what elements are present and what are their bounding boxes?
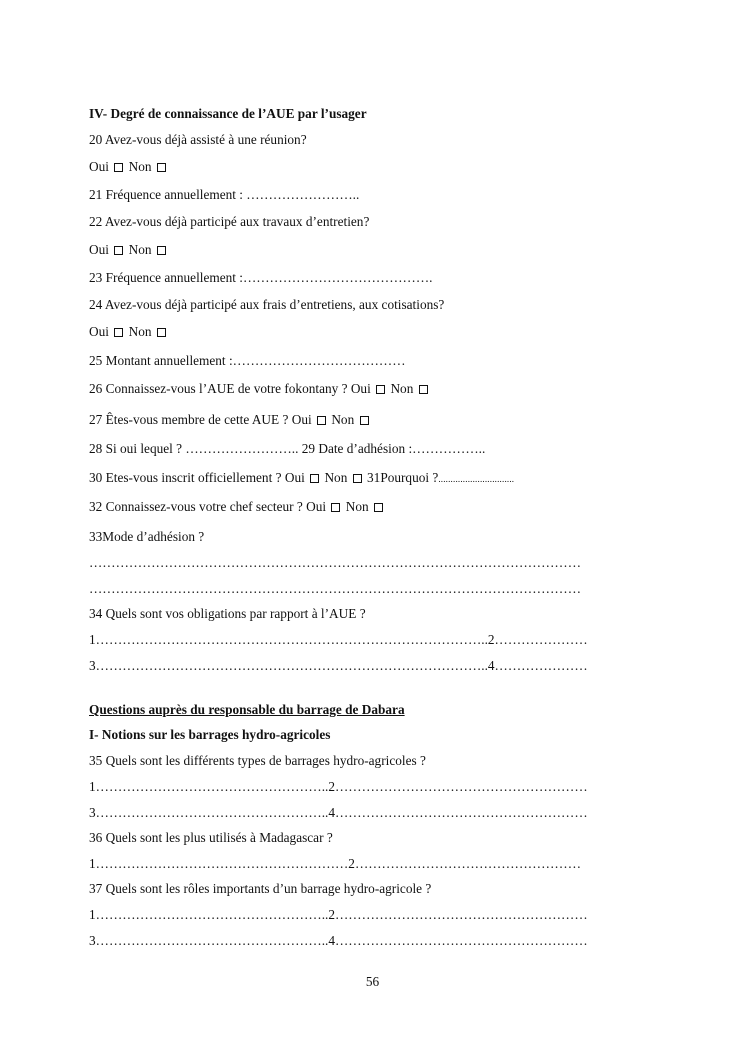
non-label: Non bbox=[331, 412, 355, 427]
question-25: 25 Montant annuellement :………………………………… bbox=[89, 353, 406, 368]
oui-label: Oui bbox=[89, 324, 109, 339]
answer-row-22 bbox=[89, 242, 168, 258]
question-34: 34 Quels sont vos obligations par rapport à l’AUE ? bbox=[89, 606, 366, 621]
oui-label: Oui bbox=[306, 499, 327, 514]
question-36: 36 Quels sont les plus utilisés à Madagascar ? bbox=[89, 830, 333, 845]
checkbox-22-oui[interactable] bbox=[114, 246, 123, 255]
non-label: Non bbox=[324, 470, 348, 485]
answer-line-37-2: 3……………………………………………..4………………………………………………… bbox=[89, 933, 588, 948]
checkbox-20-oui[interactable] bbox=[114, 163, 123, 172]
answer-line-37-1: 1……………………………………………..2………………………………………………… bbox=[89, 907, 588, 922]
non-label: Non bbox=[128, 324, 152, 339]
question-27: 27 Êtes-vous membre de cette AUE ? bbox=[89, 412, 289, 427]
answer-line-34-2: 3……………………………………………………………………………..4………………… bbox=[89, 658, 588, 673]
question-32-row bbox=[89, 499, 385, 515]
question-31-dots: ............................... bbox=[438, 474, 515, 484]
non-label: Non bbox=[128, 242, 152, 257]
oui-label: Oui bbox=[350, 381, 371, 396]
question-28-29: 28 Si oui lequel ? …………………….. 29 Date d’adhésion :…………….. bbox=[89, 441, 486, 456]
checkbox-24-oui[interactable] bbox=[114, 328, 123, 337]
page-number: 56 bbox=[365, 974, 380, 989]
checkbox-30-non[interactable] bbox=[353, 474, 362, 483]
question-32: 32 Connaissez-vous votre chef secteur ? bbox=[89, 499, 303, 514]
checkbox-24-non[interactable] bbox=[157, 328, 166, 337]
non-label: Non bbox=[345, 499, 369, 514]
non-label: Non bbox=[128, 159, 152, 174]
question-26-row bbox=[89, 381, 430, 397]
question-30-31-row bbox=[89, 470, 514, 487]
section-title-hydro-dams: I- Notions sur les barrages hydro-agricoles bbox=[89, 727, 331, 742]
question-30: 30 Etes-vous inscrit officiellement ? bbox=[89, 470, 282, 485]
question-23: 23 Fréquence annuellement :……………………………………. bbox=[89, 270, 433, 285]
question-26: 26 Connaissez-vous l’AUE de votre fokontany ? bbox=[89, 381, 348, 396]
checkbox-26-oui[interactable] bbox=[376, 385, 385, 394]
answer-line-36-1: 1…………………………………………………2…………………………………………… bbox=[89, 856, 581, 871]
checkbox-22-non[interactable] bbox=[157, 246, 166, 255]
answer-line-34-1: 1……………………………………………………………………………..2………………… bbox=[89, 632, 588, 647]
question-24: 24 Avez-vous déjà participé aux frais d’entretiens, aux cotisations? bbox=[89, 297, 445, 312]
answer-line-33-2: ………………………………………………………………………………………………… bbox=[89, 581, 581, 596]
section-title-aue-knowledge: IV- Degré de connaissance de l’AUE par l’usager bbox=[89, 106, 367, 121]
oui-label: Oui bbox=[291, 412, 312, 427]
oui-label: Oui bbox=[89, 242, 109, 257]
checkbox-32-non[interactable] bbox=[374, 503, 383, 512]
answer-line-35-1: 1……………………………………………..2………………………………………………… bbox=[89, 779, 588, 794]
question-35: 35 Quels sont les différents types de barrages hydro-agricoles ? bbox=[89, 753, 426, 768]
checkbox-30-oui[interactable] bbox=[310, 474, 319, 483]
question-20: 20 Avez-vous déjà assisté à une réunion? bbox=[89, 132, 307, 147]
checkbox-26-non[interactable] bbox=[419, 385, 428, 394]
oui-label: Oui bbox=[284, 470, 305, 485]
question-27-row bbox=[89, 412, 371, 428]
question-33: 33Mode d’adhésion ? bbox=[89, 529, 205, 544]
checkbox-20-non[interactable] bbox=[157, 163, 166, 172]
question-31: 31Pourquoi ? bbox=[367, 470, 439, 485]
question-21: 21 Fréquence annuellement : …………………….. bbox=[89, 187, 360, 202]
checkbox-32-oui[interactable] bbox=[331, 503, 340, 512]
section-title-dabara: Questions auprès du responsable du barrage de Dabara bbox=[89, 702, 405, 717]
question-37: 37 Quels sont les rôles importants d’un barrage hydro-agricole ? bbox=[89, 881, 432, 896]
question-22: 22 Avez-vous déjà participé aux travaux d’entretien? bbox=[89, 214, 370, 229]
answer-line-33-1: ………………………………………………………………………………………………… bbox=[89, 555, 581, 570]
answer-row-20 bbox=[89, 159, 168, 175]
oui-label: Oui bbox=[89, 159, 109, 174]
checkbox-27-non[interactable] bbox=[360, 416, 369, 425]
answer-line-35-2: 3……………………………………………..4………………………………………………… bbox=[89, 805, 588, 820]
non-label: Non bbox=[390, 381, 414, 396]
answer-row-24 bbox=[89, 324, 168, 340]
checkbox-27-oui[interactable] bbox=[317, 416, 326, 425]
